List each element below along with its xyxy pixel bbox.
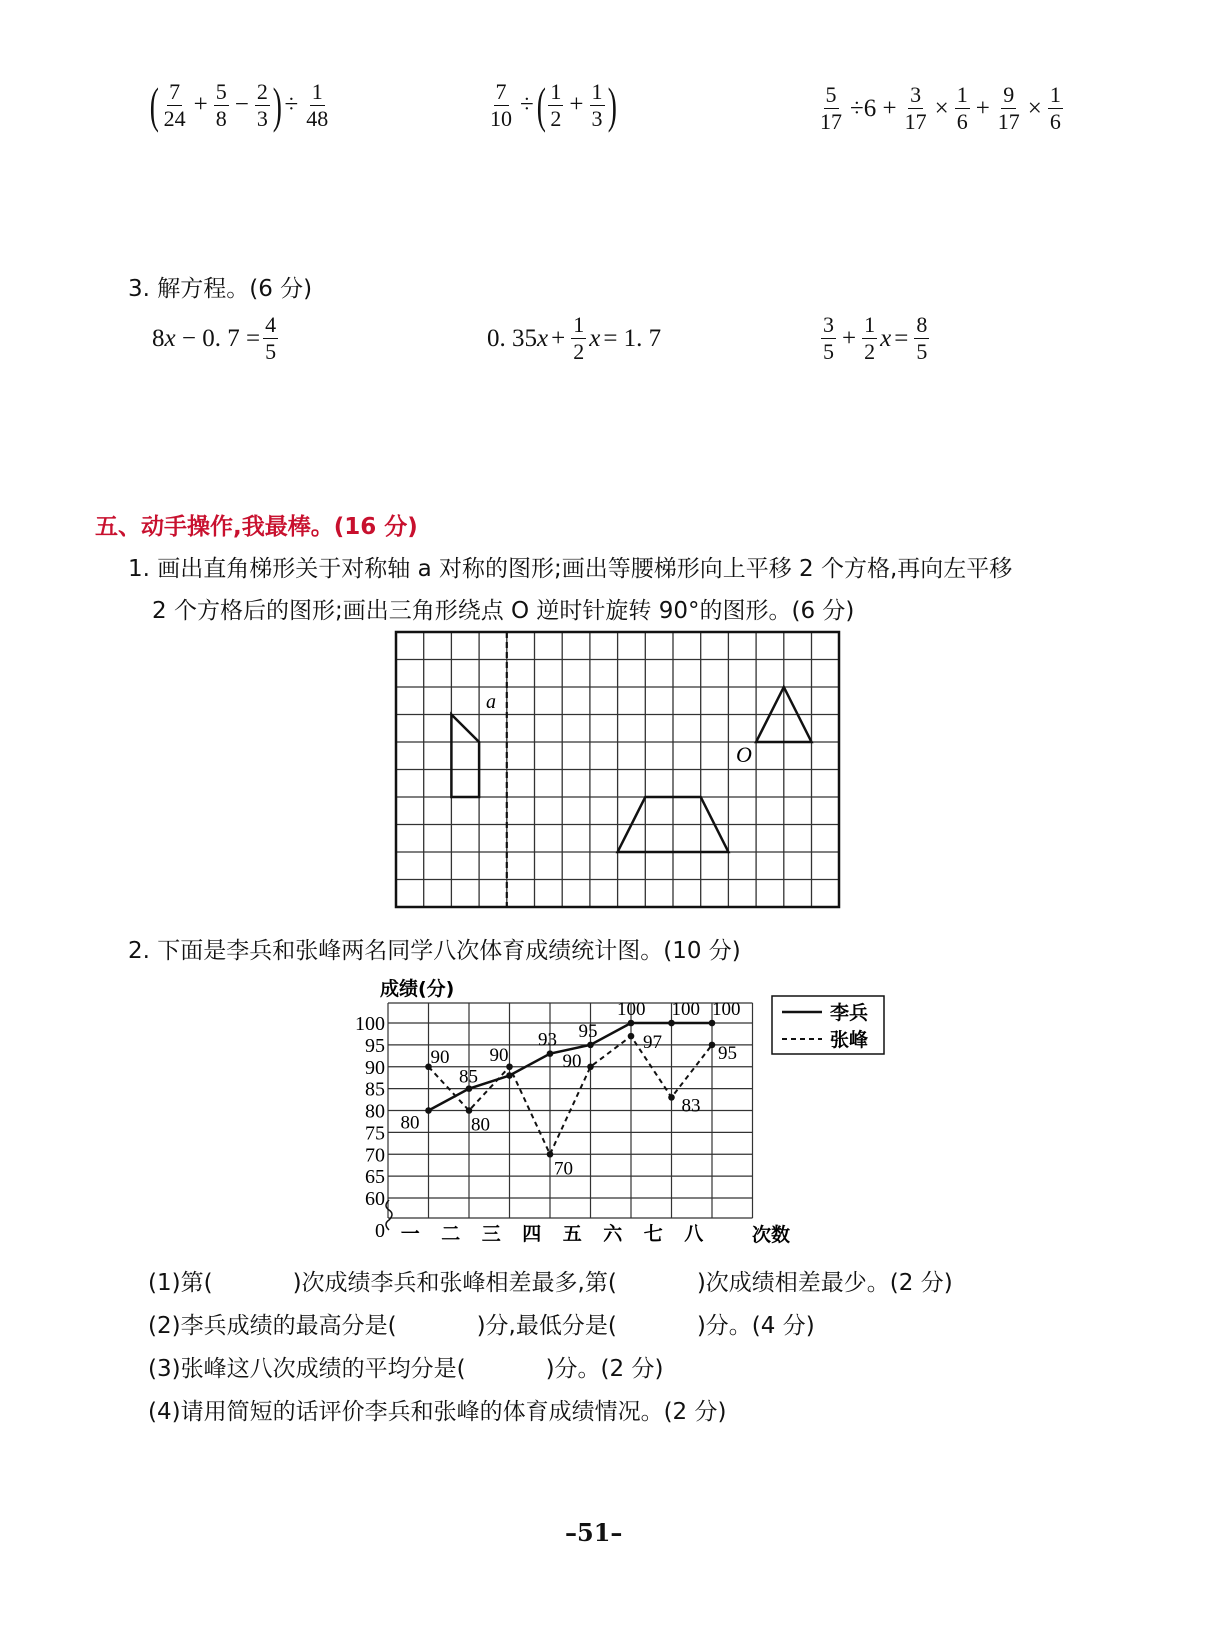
axis-label-a: a — [486, 691, 496, 713]
y-tick-label: 95 — [365, 1034, 385, 1057]
data-point — [709, 1042, 716, 1049]
equation-1: 8 x − 0. 7 = $\frac{4}{5}$ — [152, 312, 277, 364]
axis-break — [386, 1200, 392, 1230]
equation-2: 0. 35 x + $\frac{1}{2}$ x = 1. 7 — [487, 312, 662, 364]
page-number: –51– — [565, 1518, 623, 1547]
data-label: 100 — [617, 999, 646, 1020]
data-point — [668, 1020, 675, 1027]
data-label: 90 — [430, 1046, 450, 1068]
data-point — [506, 1072, 513, 1079]
x-tick-label: 五 — [562, 1223, 582, 1245]
data-label: 70 — [554, 1158, 573, 1180]
sub-question-4: (4)请用简短的话评价李兵和张峰的体育成绩情况。(2 分) — [148, 1399, 727, 1425]
data-label: 95 — [578, 1020, 598, 1042]
data-point — [668, 1094, 675, 1101]
score-line-chart — [340, 968, 900, 1253]
x-tick-label: 七 — [643, 1223, 663, 1245]
data-point — [547, 1151, 554, 1158]
section-5-title: 五、动手操作,我最棒。(16 分) — [95, 514, 418, 540]
q3-title: 3. 解方程。(6 分) — [128, 276, 313, 302]
calc-expression-3: $\frac{5}{17}$ ÷6 + $\frac{3}{17}$ × $\frac{1}{6}$ + $\frac{9}{17}$ × $\frac{1}{6}$ — [820, 82, 1061, 134]
y-tick-label: 60 — [365, 1188, 385, 1210]
data-point — [587, 1042, 594, 1049]
y-tick-label: 90 — [365, 1056, 385, 1079]
y-tick-label: 100 — [355, 1013, 385, 1035]
chart-xlabel: 次数 — [752, 1224, 791, 1246]
data-point — [709, 1020, 716, 1027]
y-tick-label: 75 — [365, 1122, 385, 1145]
x-tick-label: 六 — [603, 1223, 623, 1245]
y-tick-label: 85 — [365, 1078, 385, 1101]
transformation-grid — [390, 628, 845, 918]
y-tick-label: 70 — [365, 1144, 385, 1167]
data-label: 97 — [643, 1032, 662, 1054]
sub-question-2: (2)李兵成绩的最高分是( )分,最低分是( )分。(4 分) — [148, 1313, 815, 1339]
y-tick-label: 65 — [365, 1166, 385, 1189]
data-point — [466, 1107, 473, 1114]
grid-lines — [396, 632, 839, 907]
data-point — [425, 1107, 432, 1114]
x-tick-label: 三 — [481, 1223, 501, 1245]
chart-ylabel: 成绩(分) — [380, 978, 455, 1000]
data-label: 93 — [538, 1029, 557, 1051]
calc-expression-2: $\frac{7}{10}$ ÷ ( $\frac{1}{2}$ + $\frac{1}{3}$ ) — [490, 77, 617, 133]
data-point — [628, 1033, 635, 1040]
data-label: 85 — [459, 1066, 478, 1088]
calc-expression-1: ( $\frac{7}{24}$ + $\frac{5}{8}$ − $\frac{2}{3}$ ) ÷ $\frac{1}{48}$ — [149, 77, 329, 133]
data-point — [628, 1020, 635, 1027]
sub-question-1: (1)第( )次成绩李兵和张峰相差最多,第( )次成绩相差最少。(2 分) — [148, 1270, 953, 1296]
data-label: 80 — [471, 1114, 490, 1136]
q2-title: 2. 下面是李兵和张峰两名同学八次体育成绩统计图。(10 分) — [128, 938, 741, 964]
legend-zhang-feng: 张峰 — [830, 1029, 869, 1051]
data-label: 90 — [562, 1050, 582, 1072]
chart-legend — [772, 996, 884, 1054]
data-label: 95 — [718, 1042, 737, 1064]
x-tick-label: 四 — [522, 1223, 542, 1245]
data-label: 80 — [400, 1112, 420, 1134]
y-tick-zero: 0 — [375, 1220, 385, 1242]
q1-text-line1: 1. 画出直角梯形关于对称轴 a 对称的图形;画出等腰梯形向上平移 2 个方格,再向左平移 — [128, 556, 1013, 582]
y-tick-label: 80 — [365, 1100, 385, 1123]
data-point — [587, 1063, 594, 1070]
x-tick-label: 二 — [441, 1223, 461, 1245]
right-trapezoid — [451, 715, 479, 798]
data-label: 83 — [681, 1095, 701, 1117]
point-label-o: O — [736, 742, 752, 767]
x-tick-label: 八 — [684, 1223, 704, 1245]
data-label: 90 — [489, 1044, 509, 1066]
sub-question-3: (3)张峰这八次成绩的平均分是( )分。(2 分) — [148, 1356, 664, 1382]
data-label: 100 — [671, 999, 700, 1020]
x-tick-label: 一 — [400, 1223, 420, 1245]
data-point — [547, 1050, 554, 1057]
q1-text-line2: 2 个方格后的图形;画出三角形绕点 O 逆时针旋转 90°的图形。(6 分) — [152, 598, 855, 624]
equation-3: $\frac{3}{5}$ + $\frac{1}{2}$ x = $\frac{8}{5}$ — [823, 312, 928, 364]
legend-li-bing: 李兵 — [830, 1002, 869, 1024]
data-label: 100 — [712, 999, 741, 1020]
